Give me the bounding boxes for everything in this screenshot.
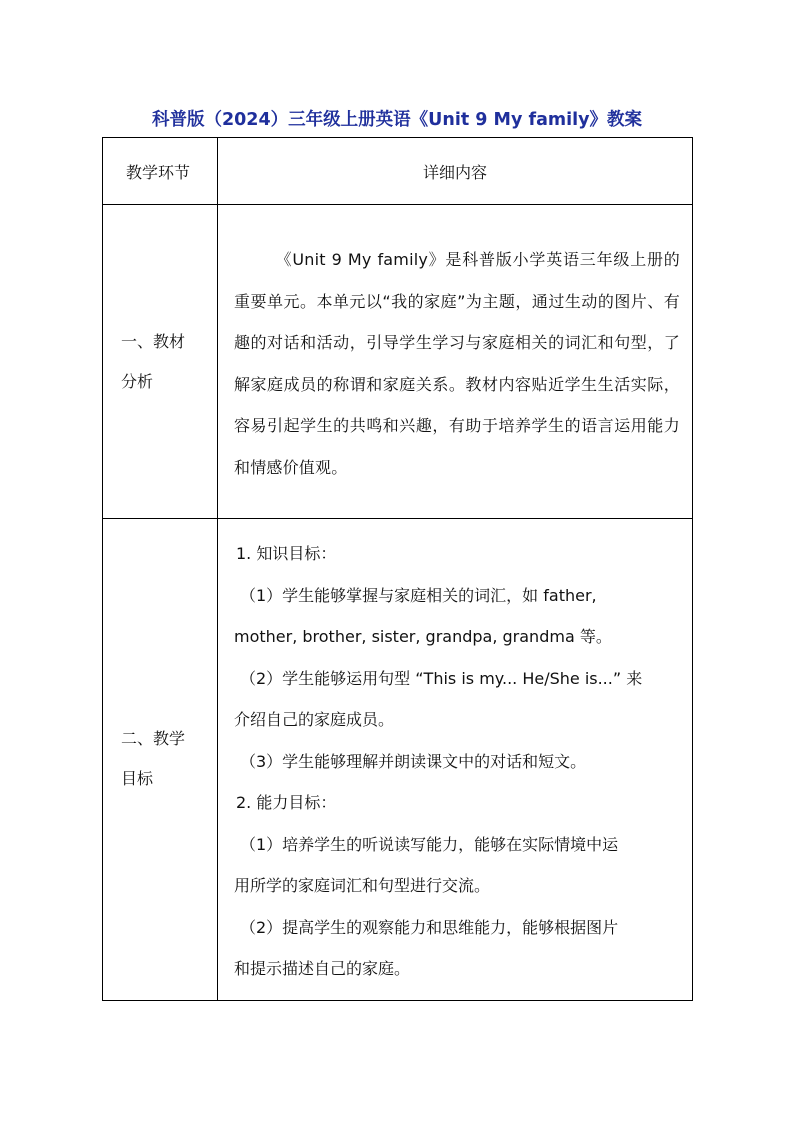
- objective-heading: 2. 能力目标：: [236, 793, 337, 812]
- section-label-line: 二、教学: [121, 729, 186, 749]
- section-content-teaching-objectives: [218, 519, 693, 1001]
- objective-item-continuation: 介绍自己的家庭成员。: [234, 710, 395, 729]
- header-stage: 教学环节: [103, 138, 218, 205]
- lesson-plan-table: [102, 137, 693, 1001]
- table-row: [103, 205, 693, 519]
- section-label-line: 分析: [121, 371, 154, 391]
- objective-item-continuation: 用所学的家庭词汇和句型进行交流。: [234, 876, 491, 895]
- objective-item: （1）培养学生的听说读写能力，能够在实际情境中运: [240, 834, 619, 854]
- objective-item-continuation: 和提示描述自己的家庭。: [234, 959, 411, 978]
- objective-item: （2）提高学生的观察能力和思维能力，能够根据图片: [240, 917, 619, 937]
- objective-heading: 1. 知识目标：: [236, 544, 337, 563]
- section-label-material-analysis: [103, 205, 218, 519]
- section-label-line: 一、教材: [121, 331, 186, 351]
- document-title: 科普版（2024）三年级上册英语《Unit 9 My family》教案: [151, 110, 643, 130]
- section-label-line: 目标: [121, 769, 154, 789]
- material-analysis-paragraph: 《Unit 9 My family》是科普版小学英语三年级上册的重要单元。本单元以“我的家庭”为主题，通过生动的图片、有趣的对话和活动，引导学生学习与家庭相关的词汇和句型，了解家庭成员的称谓和家庭关系。教材内容贴近学生生活实际，容易引起学生的共鸣和兴趣，有助于培养学生的语言运用能力和情感价值观。: [234, 250, 680, 477]
- objective-item: （2）学生能够运用句型 “This is my... He/She is...” 来: [240, 668, 643, 688]
- objective-item-continuation: mother, brother, sister, grandpa, grandma 等。: [234, 627, 612, 646]
- table-row: [103, 519, 693, 1001]
- section-label-teaching-objectives: [103, 519, 218, 1001]
- header-content: 详细内容: [218, 138, 693, 205]
- objective-item: （3）学生能够理解并朗读课文中的对话和短文。: [240, 751, 587, 771]
- objective-item: （1）学生能够掌握与家庭相关的词汇，如 father,: [240, 585, 597, 605]
- section-content-material-analysis: [218, 205, 693, 519]
- table-header-row: [103, 138, 693, 205]
